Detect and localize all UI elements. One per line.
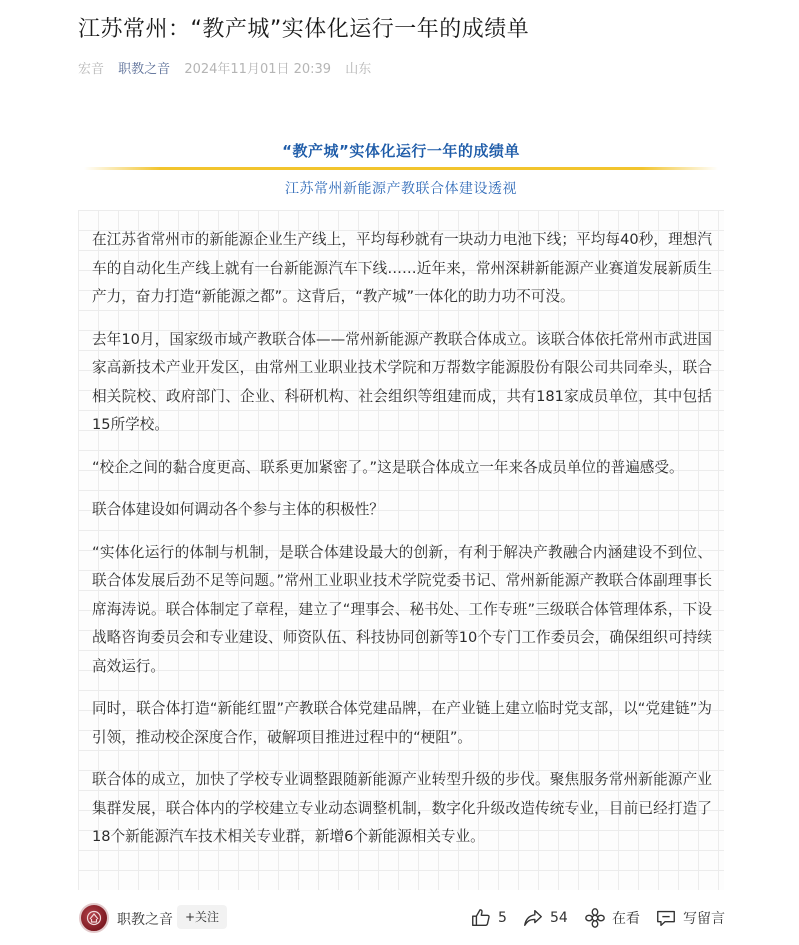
- share-count: 54: [550, 910, 568, 926]
- follow-button[interactable]: +关注: [177, 905, 227, 929]
- paragraph: 同时，联合体打造“新能红盟”产教联合体党建品牌，在产业链上建立临时党支部，以“党建链”为引领，推动校企深度合作，破解项目推进过程中的“梗阻”。: [92, 700, 712, 746]
- account-name[interactable]: 职教之音: [117, 912, 173, 928]
- banner-title: “教产城”实体化运行一年的成绩单: [282, 142, 520, 160]
- banner-divider: [84, 167, 718, 170]
- article-title: 江苏常州：“教产城”实体化运行一年的成绩单: [78, 17, 530, 42]
- like-button[interactable]: [470, 904, 507, 932]
- flower-icon: [584, 907, 606, 929]
- publish-location: 山东: [345, 62, 372, 77]
- banner-subtitle: 江苏常州新能源产教联合体建设透视: [285, 181, 517, 197]
- paragraph: 在江苏省常州市的新能源企业生产线上，平均每秒就有一块动力电池下线；平均每40秒，理想汽车的自动化生产线上就有一台新能源汽车下线……近年来，常州深耕新能源产业赛道发展新质生产力，奋力打造“新能源之都”。这背后，“教产城”一体化的助力功不可没。: [92, 231, 712, 305]
- account-link[interactable]: 职教之音: [118, 62, 171, 77]
- comment-button[interactable]: [655, 904, 725, 932]
- article-body: [78, 210, 724, 890]
- paragraph: “校企之间的黏合度更高、联系更加紧密了。”这是联合体成立一年来各成员单位的普遍感受。: [92, 458, 684, 476]
- comment-label: 写留言: [683, 911, 725, 927]
- paragraph: 去年10月，国家级市域产教联合体——常州新能源产教联合体成立。该联合体依托常州市武进国家高新技术产业开发区，由常州工业职业技术学院和万帮数字能源股份有限公司共同牵头，联合相关院校、政府部门、企业、科研机构、社会组织等组建而成，共有181家成员单位，其中包括15所学校。: [92, 330, 712, 433]
- paragraph: “实体化运行的体制与机制，是联合体建设最大的创新，有利于解决产教融合内涵建设不到位、联合体发展后劲不足等问题。”常州工业职业技术学院党委书记、常州新能源产教联合体副理事长席海涛说。联合体制定了章程，建立了“理事会、秘书处、工作专班”三级联合体管理体系，下设战略咨询委员会和专业建设、师资队伍、科技协同创新等10个专门工作委员会，确保组织可持续高效运行。: [92, 543, 712, 675]
- article-banner: [84, 140, 718, 198]
- article-meta: [78, 58, 381, 77]
- share-button[interactable]: [522, 904, 568, 932]
- thumbs-up-icon: [470, 907, 492, 929]
- paragraph: 联合体的成立，加快了学校专业调整跟随新能源产业转型升级的步伐。聚焦服务常州新能源产业集群发展，联合体内的学校建立专业动态调整机制，数字化升级改造传统专业，目前已经打造了18个新能源汽车技术相关专业群，新增6个新能源相关专业。: [92, 771, 712, 845]
- comment-icon: [655, 907, 677, 929]
- paragraph: 联合体建设如何调动各个参与主体的积极性？: [92, 501, 384, 518]
- avatar[interactable]: [79, 903, 109, 933]
- bottom-action-bar: [0, 892, 799, 945]
- share-icon: [522, 907, 544, 929]
- watch-button[interactable]: [584, 904, 640, 932]
- author-name: 宏音: [78, 62, 105, 77]
- like-count: 5: [498, 910, 507, 926]
- publish-datetime: 2024年11月01日 20:39: [184, 62, 332, 77]
- emblem-icon: [86, 910, 102, 926]
- watch-label: 在看: [612, 911, 640, 927]
